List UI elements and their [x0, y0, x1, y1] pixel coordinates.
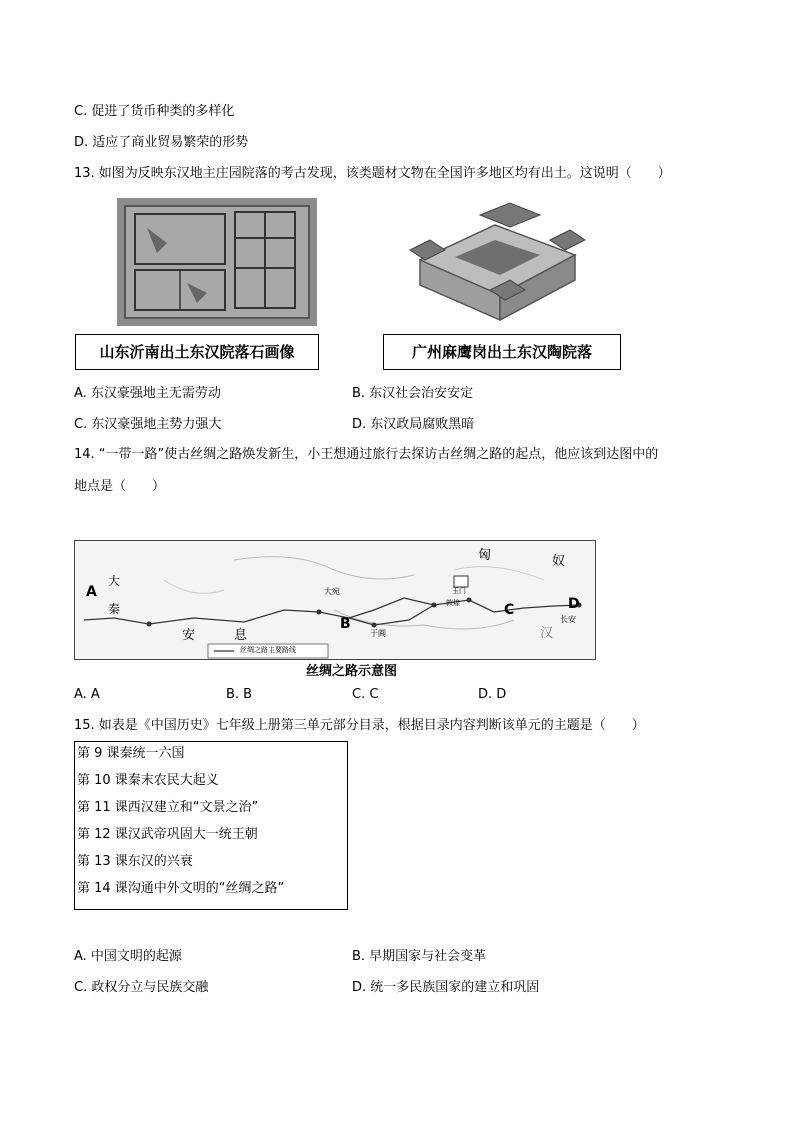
q14-option-b[interactable]: B. B: [226, 687, 253, 702]
q13-option-d[interactable]: D. 东汉政局腐败黑暗: [352, 417, 475, 432]
map-label-han: 汉: [540, 626, 554, 641]
pottery-courtyard-image: [400, 195, 590, 325]
map-title: 丝绸之路示意图: [306, 664, 398, 679]
q13-stem: 13. 如图为反映东汉地主庄园院落的考古发现，该类题材文物在全国许多地区均有出土。这说明（ ）: [74, 166, 671, 181]
map-label-da: 大: [108, 574, 121, 588]
q14-stem-line2: 地点是（ ）: [74, 479, 166, 494]
toc-row: 第 11 课西汉建立和“文景之治”: [77, 800, 259, 815]
map-point-d: D: [568, 596, 580, 612]
map-label-dunhuang: 敦煌: [446, 599, 460, 607]
q14-stem-line1: 14. “一带一路”使古丝绸之路焕发新生，小王想通过旅行去探访古丝绸之路的起点，他应该到达图中的: [74, 447, 659, 462]
silk-road-map: [74, 540, 596, 678]
map-point-c: C: [504, 602, 515, 618]
q14-option-a[interactable]: A. A: [74, 687, 100, 702]
caption-stone-relief: 山东沂南出土东汉院落石画像: [75, 334, 319, 370]
q14-option-c[interactable]: C. C: [352, 687, 379, 702]
toc-row: 第 13 课东汉的兴衰: [77, 854, 193, 869]
map-label-dayuan: 大宛: [324, 587, 340, 596]
map-label-changan: 长安: [560, 615, 576, 624]
caption-pottery-courtyard: 广州麻鹰岗出土东汉陶院落: [383, 334, 621, 370]
q13-option-a[interactable]: A. 东汉豪强地主无需劳动: [74, 386, 221, 401]
option-d-prev: D. 适应了商业贸易繁荣的形势: [74, 135, 249, 150]
q15-stem: 15. 如表是《中国历史》七年级上册第三单元部分目录，根据目录内容判断该单元的主题是（ ）: [74, 718, 645, 733]
toc-row: 第 9 课秦统一六国: [77, 746, 185, 761]
map-label-yumen: 玉门: [452, 587, 466, 595]
map-label-qin: 秦: [108, 602, 121, 616]
map-label-xiong: 匈: [478, 548, 492, 563]
stone-relief-image: [117, 198, 317, 326]
map-label-nu: 奴: [552, 554, 566, 569]
q13-option-c[interactable]: C. 东汉豪强地主势力强大: [74, 417, 222, 432]
q15-option-a[interactable]: A. 中国文明的起源: [74, 949, 182, 964]
option-c-prev: C. 促进了货币种类的多样化: [74, 104, 235, 119]
q15-option-b[interactable]: B. 早期国家与社会变革: [352, 949, 487, 964]
toc-table: [74, 741, 348, 910]
toc-row: 第 10 课秦末农民大起义: [77, 773, 219, 788]
map-label-xi: 息: [234, 628, 248, 643]
map-point-a: A: [86, 584, 97, 600]
map-label-yutian: 于阗: [370, 629, 386, 638]
map-legend-label: 丝绸之路主要路线: [240, 646, 296, 654]
map-label-an: 安: [182, 628, 196, 643]
toc-row: 第 14 课沟通中外文明的“丝绸之路”: [77, 881, 285, 896]
map-point-b: B: [340, 616, 351, 632]
q15-option-d[interactable]: D. 统一多民族国家的建立和巩固: [352, 980, 540, 995]
q14-option-d[interactable]: D. D: [478, 687, 507, 702]
q15-option-c[interactable]: C. 政权分立与民族交融: [74, 980, 209, 995]
q13-option-b[interactable]: B. 东汉社会治安安定: [352, 386, 474, 401]
toc-row: 第 12 课汉武帝巩固大一统王朝: [77, 827, 258, 842]
